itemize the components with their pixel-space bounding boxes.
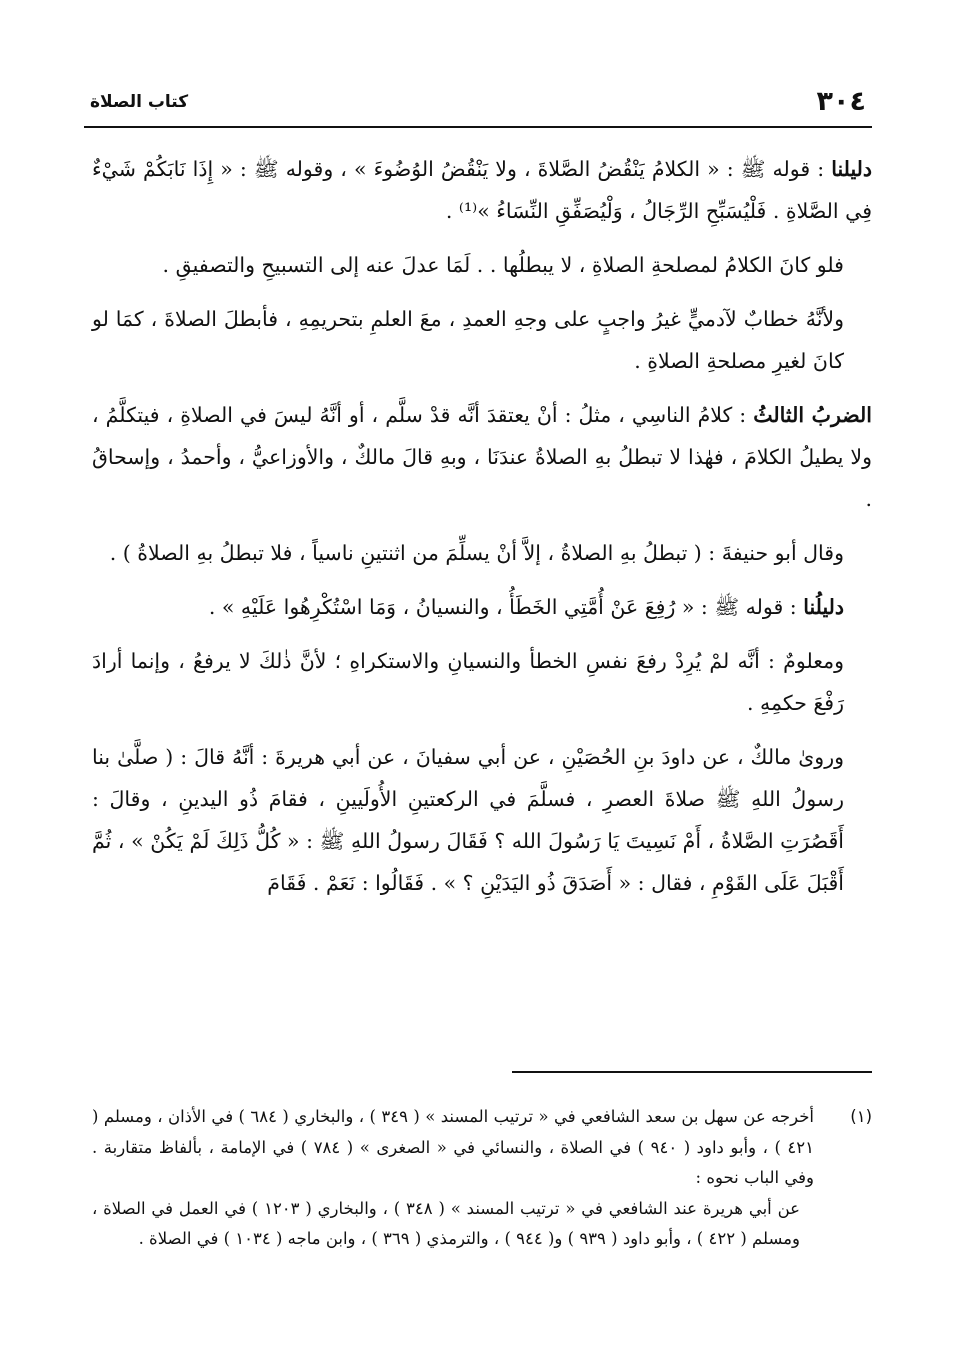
paragraph-text: فلو كانَ الكلامُ لمصلحةِ الصلاةِ ، لا يبطلُها . . لَمَا عدلَ عنه إلى التسبيحِ والتصفيقِ . <box>162 253 844 277</box>
paragraph-lead: دليلُنا <box>803 595 844 619</box>
running-title: كتاب الصلاة <box>90 92 189 112</box>
page-number: ٣٠٤ <box>816 86 866 117</box>
paragraph-text: وروىٰ مالكٌ ، عن داودَ بنِ الحُصَيْنِ ، عن أبي سفيانَ ، عن أبي هريرةَ : أنَّهُ قالَ : ( صلَّىٰ بنا رسولُ اللهِ ﷺ صلاةَ العصرِ ، فسلَّمَ في الركعتينِ الأُولَيينِ ، فقامَ ذُو اليدينِ ، وقالَ : أَقَصُرَتِ الصَّلاةُ ، أَمْ نَسِيتَ يَا رَسُولَ الله ؟ فَقَالَ رسولُ اللهِ ﷺ : « كُلُّ ذَلِكَ لَمْ يَكُنْ » ، ثُمَّ أَقْبَلَ عَلَى القَوْمِ ، فقال : « أَصَدَقَ ذُو اليَدَيْنِ ؟ » . فَقَالُوا : نَعَمْ . فَقَامَ <box>92 745 844 895</box>
footnote-separator <box>512 1071 872 1073</box>
paragraph <box>92 394 872 520</box>
footnotes <box>92 1102 872 1255</box>
paragraph-text: : كلامُ الناسِي ، مثلُ : أنْ يعتقدَ أنَّه قدْ سلَّم ، أو أنَّهُ ليسَ في الصلاةِ ، فيتكلَّمُ ، ولا يطيلُ الكلامَ ، فهٰذا لا تبطلُ بهِ الصلاةُ عندَنَا ، وبهِ قالَ مالكٌ ، والأوزاعيُّ ، وأحمدُ ، وإسحاقُ . <box>92 403 872 511</box>
footnote-body <box>92 1102 814 1255</box>
paragraph <box>92 298 872 382</box>
paragraph-text: ومعلومٌ : أنَّه لمْ يُرِدْ رفعَ نفسِ الخطأ والنسيانِ والاستكراهِ ؛ لأنَّ ذٰلكَ لا يرفعُ ، وإنما أرادَ رَفْعَ حكمِهِ . <box>92 649 844 715</box>
footnote-line: عن أبي هريرة عند الشافعي في « ترتيب المسند » ( ٣٤٨ ) ، والبخاري ( ١٢٠٣ ) في العمل في الصلاة ، ومسلم ( ٤٢٢ ) ، وأبو داود ( ٩٣٩ ) و( ٩٤٤ ) ، والترمذي ( ٣٦٩ ) ، وابن ماجه ( ١٠٣٤ ) في الصلاة . <box>92 1198 800 1248</box>
footnote-marker: (١) <box>850 1107 872 1126</box>
paragraph-text: : قوله ﷺ : « رُفِعَ عَنْ أُمَّتِي الخَطَأُ ، والنسيانُ ، وَمَا اسْتُكْرِهُوا عَلَيْهِ » . <box>208 595 804 619</box>
paragraph <box>92 640 872 724</box>
paragraph <box>92 532 872 574</box>
main-text <box>92 148 872 916</box>
page-header <box>84 82 872 128</box>
footnote <box>92 1102 872 1255</box>
paragraph-text: وقال أبو حنيفةَ : ( تبطلُ بهِ الصلاةُ ، إلاَّ أنْ يسلِّمَ من اثنتينِ ناسياً ، فلا تبطلُ بهِ الصلاةُ ) . <box>109 541 844 565</box>
paragraph-text: ولأنَّهُ خطابٌ لآدميٍّ غيرُ واجبٍ على وجهِ العمدِ ، معَ العلمِ بتحريمِهِ ، فأبطلَ الصلاةَ ، كمَا لو كانَ لغيرِ مصلحةِ الصلاةِ . <box>92 307 844 373</box>
paragraph <box>92 736 872 904</box>
paragraph <box>92 244 872 286</box>
paragraph-text: : قوله ﷺ : « الكلامُ يَنْقُضُ الصَّلاةَ ، ولا يَنْقُضُ الوُضُوءَ » ، وقوله ﷺ : « إِذَا نَابَكُمْ شَيْءٌ فِي الصَّلاةِ . فَلْيُسَبِّحِ الرِّجَالُ ، وَلْيُصَفِّقِ النِّسَاءُ »⁽¹⁾ . <box>92 157 872 223</box>
footnote-line: أخرجه عن سهل بن سعد الشافعي في « ترتيب المسند » ( ٣٤٩ ) ، والبخاري ( ٦٨٤ ) في الأذان ، ومسلم ( ٤٢١ ) ، وأبو داود ( ٩٤٠ ) في الصلاة ، والنسائي في « الصغرى » ( ٧٨٤ ) في الإمامة ، بألفاظ متقاربة . وفي الباب نحوه : <box>92 1107 815 1187</box>
paragraph <box>92 586 872 628</box>
paragraph <box>92 148 872 232</box>
paragraph-lead: الضربُ الثالثُ <box>753 403 872 427</box>
paragraph-lead: دليلنا <box>831 157 872 181</box>
